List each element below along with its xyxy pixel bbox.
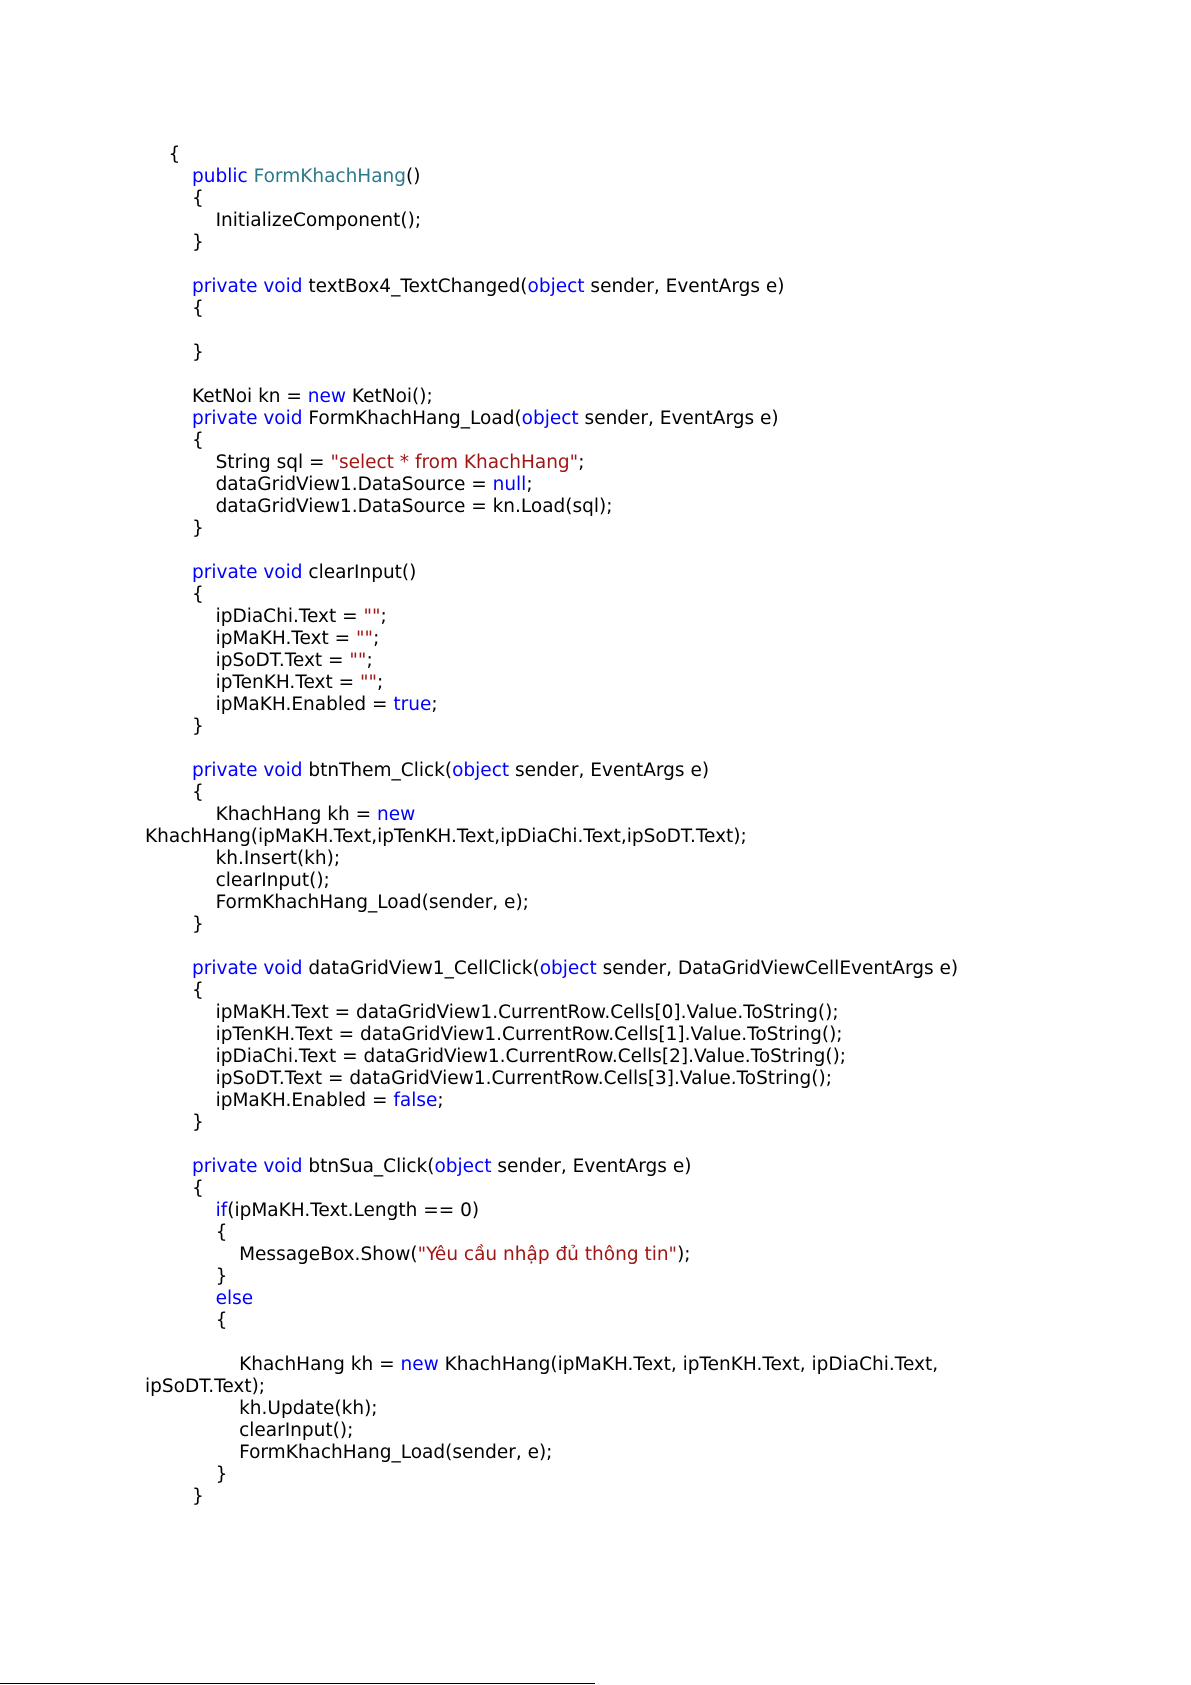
code-text: FormKhachHang_Load(sender, e); [145,1442,553,1463]
code-text: dataGridView1.DataSource = [145,474,493,495]
code-text: KetNoi(); [346,386,433,407]
code-text [145,1200,216,1221]
code-line [145,1266,1045,1288]
code-text: dataGridView1_CellClick( [302,958,540,979]
code-text: btnSua_Click( [302,1156,435,1177]
code-line [145,980,1045,1002]
code-text: { [145,584,204,605]
code-string: "" [356,628,374,649]
code-keyword: void [263,562,303,583]
code-text: InitializeComponent(); [145,210,422,231]
code-text: } [145,518,204,539]
code-keyword: void [263,958,303,979]
code-text: ipTenKH.Text = [145,672,360,693]
code-keyword: void [263,760,303,781]
code-text [145,1288,216,1309]
code-line [145,144,1045,166]
code-text: kh.Insert(kh); [145,848,341,869]
code-keyword: public [192,166,248,187]
code-line [145,782,1045,804]
code-line [145,276,1045,298]
code-line [145,386,1045,408]
code-text: (ipMaKH.Text.Length == 0) [227,1200,480,1221]
code-text: MessageBox.Show( [145,1244,418,1265]
code-text: { [145,144,181,165]
code-text: ipMaKH.Enabled = [145,694,394,715]
code-line [145,628,1045,650]
code-line [145,254,1045,276]
code-line [145,584,1045,606]
code-line [145,452,1045,474]
code-line [145,342,1045,364]
code-text: sender, EventArgs e) [491,1156,692,1177]
code-line [145,738,1045,760]
code-keyword: new [400,1354,439,1375]
code-keyword: private [192,276,258,297]
code-text: sender, DataGridViewCellEventArgs e) [596,958,959,979]
code-text: ipSoDT.Text = [145,650,350,671]
code-text: clearInput(); [145,1420,354,1441]
code-text [145,276,192,297]
code-line [145,496,1045,518]
footer-divider [0,1683,595,1684]
code-text: clearInput(); [145,870,330,891]
code-keyword: void [263,1156,303,1177]
code-keyword: private [192,408,258,429]
code-text: KhachHang(ipMaKH.Text, ipTenKH.Text, ipDiaChi.Text, [438,1354,939,1375]
code-line [145,1332,1045,1354]
code-text: ipMaKH.Text = dataGridView1.CurrentRow.Cells[0].Value.ToString(); [145,1002,839,1023]
code-text: ; [526,474,533,495]
code-text: ; [578,452,585,473]
code-line [145,1222,1045,1244]
code-line [145,1024,1045,1046]
code-keyword: object [452,760,510,781]
code-text: sender, EventArgs e) [578,408,779,429]
code-keyword: private [192,1156,258,1177]
code-text: KhachHang kh = [145,804,377,825]
code-text: { [145,1310,228,1331]
code-text: sender, EventArgs e) [509,760,710,781]
code-text [145,562,192,583]
code-keyword: null [492,474,527,495]
code-text: ipDiaChi.Text = dataGridView1.CurrentRow.Cells[2].Value.ToString(); [145,1046,847,1067]
code-line [145,210,1045,232]
code-text: ipMaKH.Text = [145,628,357,649]
code-text: ; [380,606,387,627]
code-text: dataGridView1.DataSource = kn.Load(sql); [145,496,613,517]
code-line [145,958,1045,980]
code-text: { [145,188,204,209]
code-text [145,958,192,979]
code-text: ipDiaChi.Text = [145,606,364,627]
code-text [145,760,192,781]
code-line [145,320,1045,342]
code-keyword: private [192,958,258,979]
code-text: ; [437,1090,444,1111]
code-keyword: else [215,1288,254,1309]
code-line [145,716,1045,738]
code-text: { [145,1178,204,1199]
code-text: ; [373,628,380,649]
code-text: sender, EventArgs e) [584,276,785,297]
code-line [145,1464,1045,1486]
code-listing [145,144,1045,1508]
code-line [145,298,1045,320]
code-keyword: true [393,694,432,715]
code-line [145,870,1045,892]
code-type-name: FormKhachHang [253,166,407,187]
code-line [145,1046,1045,1068]
code-line [145,914,1045,936]
code-line [145,694,1045,716]
code-text: ; [377,672,384,693]
code-line [145,1420,1045,1442]
code-keyword: new [376,804,416,825]
code-line [145,760,1045,782]
code-line [145,1442,1045,1464]
code-keyword: private [192,760,258,781]
code-keyword: void [263,408,303,429]
code-text: ); [677,1244,691,1265]
code-line [145,408,1045,430]
code-text: ; [366,650,373,671]
code-line [145,826,1045,848]
code-string: "Yêu cầu nhập đủ thông tin" [417,1244,678,1265]
code-keyword: object [521,408,579,429]
code-text: } [145,1266,228,1287]
code-text: String sql = [145,452,331,473]
code-text: { [145,430,204,451]
code-line [145,1244,1045,1266]
code-string: "" [363,606,381,627]
code-text: { [145,298,204,319]
code-line [145,1376,1045,1398]
code-line [145,1288,1045,1310]
code-keyword: false [393,1090,438,1111]
code-keyword: object [539,958,597,979]
code-text: KetNoi kn = [145,386,308,407]
code-keyword: private [192,562,258,583]
code-line [145,1112,1045,1134]
code-line [145,1156,1045,1178]
code-keyword: void [263,276,303,297]
code-line [145,650,1045,672]
code-text: { [145,1222,228,1243]
code-line [145,232,1045,254]
code-line [145,1200,1045,1222]
code-line [145,540,1045,562]
code-line [145,518,1045,540]
code-line [145,848,1045,870]
code-text [145,408,192,429]
code-keyword: new [307,386,347,407]
code-text: ipSoDT.Text = dataGridView1.CurrentRow.Cells[3].Value.ToString(); [145,1068,832,1089]
code-line [145,1090,1045,1112]
code-line [145,166,1045,188]
code-text [145,1156,192,1177]
code-text: textBox4_TextChanged( [302,276,528,297]
code-text: } [145,1112,204,1133]
code-line [145,474,1045,496]
code-text: { [145,980,204,1001]
code-text: btnThem_Click( [302,760,453,781]
code-text: FormKhachHang_Load(sender, e); [145,892,529,913]
code-string: "select * from KhachHang" [330,452,579,473]
code-line [145,1354,1045,1376]
code-text: ipSoDT.Text); [145,1376,266,1397]
code-line [145,1002,1045,1024]
code-line [145,188,1045,210]
code-text: } [145,232,204,253]
code-line [145,892,1045,914]
code-text: () [406,166,421,187]
code-line [145,562,1045,584]
code-line [145,804,1045,826]
code-line [145,1178,1045,1200]
code-line [145,430,1045,452]
code-string: "" [360,672,378,693]
code-text: KhachHang(ipMaKH.Text,ipTenKH.Text,ipDiaChi.Text,ipSoDT.Text); [145,826,747,847]
code-text: KhachHang kh = [145,1354,401,1375]
code-text: } [145,1464,228,1485]
code-line [145,1134,1045,1156]
code-text [145,166,192,187]
code-text: } [145,342,204,363]
code-keyword: object [527,276,585,297]
code-line [145,606,1045,628]
code-keyword: object [434,1156,492,1177]
code-text: kh.Update(kh); [145,1398,378,1419]
code-text: } [145,1486,204,1507]
code-line [145,1310,1045,1332]
code-text: ipMaKH.Enabled = [145,1090,394,1111]
code-text: FormKhachHang_Load( [302,408,522,429]
code-line [145,1486,1045,1508]
code-line [145,1068,1045,1090]
code-string: "" [349,650,367,671]
code-text: { [145,782,204,803]
code-text: } [145,914,204,935]
code-line [145,364,1045,386]
code-text: ipTenKH.Text = dataGridView1.CurrentRow.Cells[1].Value.ToString(); [145,1024,843,1045]
code-text: clearInput() [302,562,417,583]
code-line [145,672,1045,694]
code-text: } [145,716,204,737]
code-line [145,936,1045,958]
code-line [145,1398,1045,1420]
code-text: ; [431,694,438,715]
code-keyword: if [215,1200,228,1221]
